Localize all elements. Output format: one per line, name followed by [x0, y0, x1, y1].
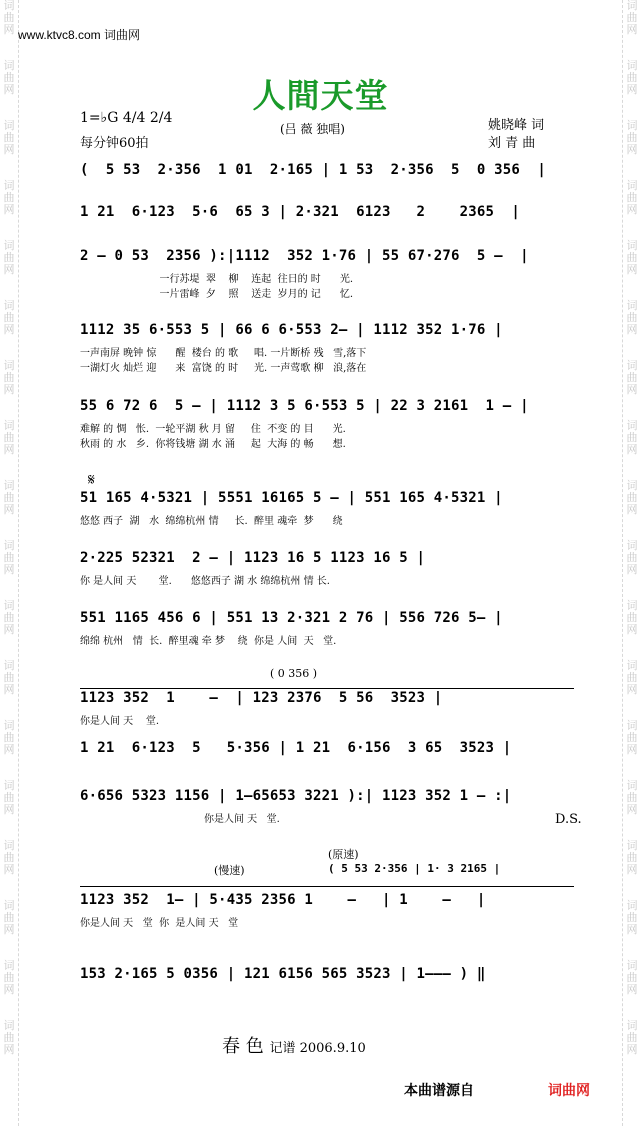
ds-marking: D.S. [555, 812, 582, 827]
lyric-line: 绵绵 杭州 情 长. 醉里魂 牵 梦 绕 你是 人间 天 堂. [80, 636, 337, 647]
notation-line: 1123 352 1 – | 123 2376 5 56 3523 | [80, 690, 443, 706]
notation-line: 6·656 5323 1156 | 1–65653 3221 ):| 1123 352 1 – :| [80, 788, 512, 804]
left-watermark: 词 曲 网 词 曲 网 词 曲 网 词 曲 网 词 曲 网 词 曲 网 词 曲 网 词 曲 网 词 曲 网 词 曲 网 词 曲 网 词 曲 网 词 曲 网 词 曲 网 词 曲 网 词 曲 网 词 曲 网 词 曲 网 [3, 0, 15, 1056]
slow-tempo-mark: (慢速) [214, 864, 245, 877]
performer: (吕 薇 独唱) [280, 122, 345, 136]
notation-line: 551 1165 456 6 | 551 13 2·321 2 76 | 556 726 5– | [80, 610, 503, 626]
volta-bracket [80, 688, 574, 689]
notation-line: 1112 35 6·553 5 | 66 6 6·553 2– | 1112 352 1·76 | [80, 322, 503, 338]
notation-line: 1 21 6·123 5 5·356 | 1 21 6·156 3 65 3523 | [80, 740, 512, 756]
lyric-line: 你 是人间 天 堂. 悠悠西子 湖 水 绵绵杭州 情 长. [80, 576, 330, 587]
tempo-marking: 每分钟60拍 [80, 136, 149, 151]
key-signature: 1=♭G 4/4 2/4 [80, 110, 173, 126]
notation-line: 153 2·165 5 0356 | 121 6156 565 3523 | 1––– ) ‖ [80, 966, 486, 982]
source-label: 本曲谱源自 [404, 1083, 474, 1099]
arranger-credit [222, 1032, 366, 1058]
volta-notes: ( 0 356 ) [270, 667, 318, 680]
lyric-line: 你是人间 天 堂 你 是人间 天 堂 [80, 918, 239, 929]
lyric-line: 悠悠 西子 湖 水 绵绵杭州 情 长. 醉里 魂牵 梦 绕 [80, 516, 343, 527]
song-title: 人間天堂 [252, 76, 389, 115]
notation-line: 2·225 52321 2 – | 1123 16 5 1123 16 5 | [80, 550, 426, 566]
lyric-line: 难解 的 惆 怅. 一轮平湖 秋 月 留 住 不变 的 目 光. [80, 424, 346, 435]
composer-credit: 刘 青 曲 [488, 136, 536, 151]
notation-line: 1 21 6·123 5·6 65 3 | 2·321 6123 2 2365 | [80, 204, 521, 220]
notation-line: 1123 352 1– | 5·435 2356 1 – | 1 – | [80, 892, 486, 908]
site-url[interactable]: www.ktvc8.com [18, 28, 101, 42]
lyric-line: 秋雨 的 水 乡. 你将钱塘 湖 水 涌 起 大海 的 畅 想. [80, 439, 346, 450]
left-divider [18, 0, 19, 1126]
lyric-line: 一行苏堤 翠 柳 连起 往日的 时 光. [80, 274, 354, 285]
segno-sign: 𝄋 [88, 470, 95, 489]
lyric-line: 一声南屏 晚钟 惊 醒 楼台 的 歌 唱. 一片断桥 残 雪,落下 [80, 348, 367, 359]
lyricist-credit: 姚晓峰 词 [488, 118, 545, 133]
notation-line: 55 6 72 6 5 – | 1112 3 5 6·553 5 | 22 3 2161 1 – | [80, 398, 529, 414]
right-watermark: 词 曲 网 词 曲 网 词 曲 网 词 曲 网 词 曲 网 词 曲 网 词 曲 网 词 曲 网 词 曲 网 词 曲 网 词 曲 网 词 曲 网 词 曲 网 词 曲 网 词 曲 网 词 曲 网 词 曲 网 词 曲 网 [626, 0, 638, 1056]
notation-line: ( 5 53 2·356 1 01 2·165 | 1 53 2·356 5 0 356 | [80, 162, 546, 178]
lyric-line: 一湖灯火 灿烂 迎 来 富饶 的 时 光. 一声莺歌 柳 浪,落在 [80, 363, 367, 374]
original-tempo-notes: ( 5 53 2·356 | 1· 3 2165 | [328, 862, 501, 875]
coda-bracket [80, 886, 574, 887]
right-divider [622, 0, 623, 1126]
lyric-line: 你是人间 天 堂. [80, 716, 160, 727]
notation-line: 2 – 0 53 2356 ):|1112 352 1·76 | 55 67·276 5 – | [80, 248, 529, 264]
site-name[interactable]: 词曲网 [104, 28, 141, 42]
source-logo[interactable]: 词曲网 [548, 1083, 590, 1099]
arranger-name: 春 色 [222, 1036, 264, 1057]
original-tempo-mark: (原速) [328, 848, 359, 861]
notation-line: 51 165 4·5321 | 5551 16165 5 – | 551 165 4·5321 | [80, 490, 503, 506]
arrange-date: 记谱 2006.9.10 [269, 1041, 366, 1056]
site-header[interactable] [18, 26, 140, 43]
lyric-line: 你是人间 天 堂. [80, 814, 280, 825]
lyric-line: 一片雷峰 夕 照 送走 岁月的 记 忆. [80, 289, 354, 300]
